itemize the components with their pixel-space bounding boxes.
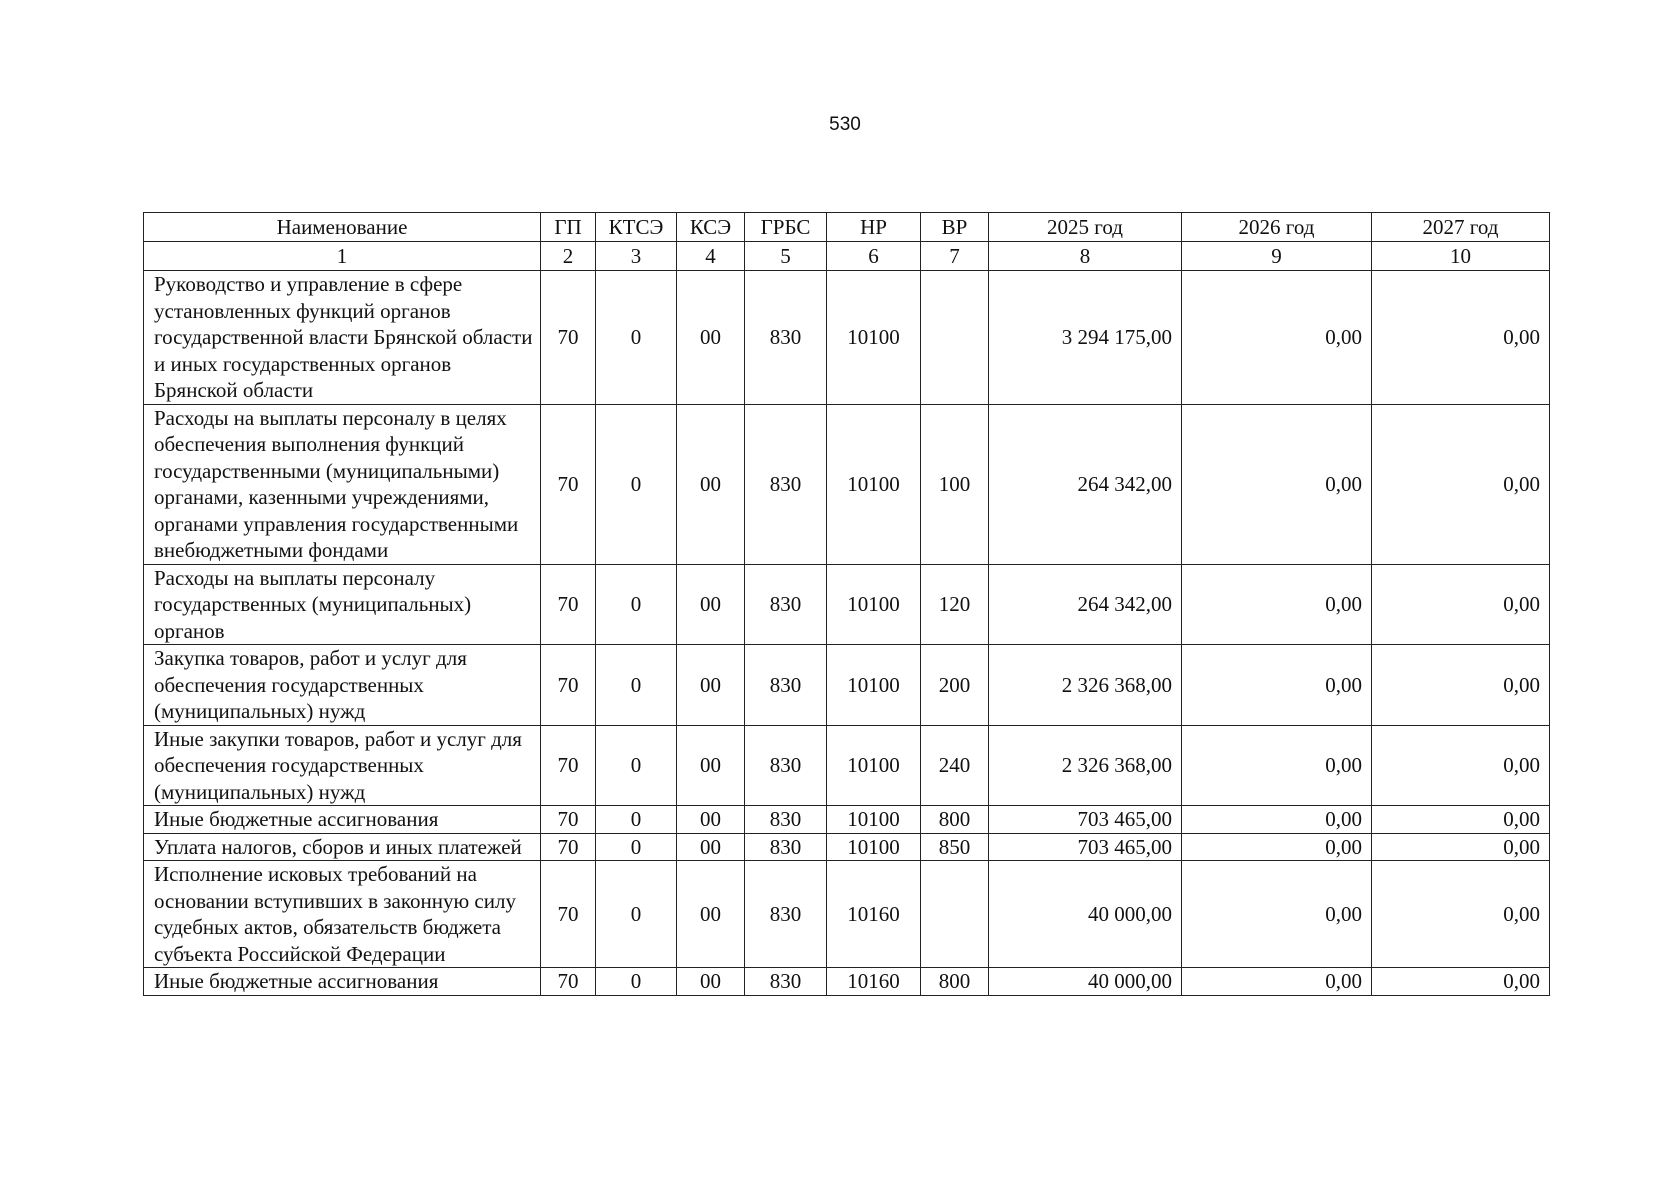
cell-gp: 70 [541, 833, 596, 861]
cell-name: Исполнение исковых требований на основании вступивших в законную силу судебных актов, обязательств бюджета субъекта Российской Федерации [144, 861, 541, 968]
cell-grbs: 830 [745, 271, 827, 405]
column-number: 2 [541, 242, 596, 271]
cell-vr: 800 [921, 968, 989, 996]
cell-ktse: 0 [596, 833, 677, 861]
cell-gp: 70 [541, 564, 596, 645]
column-number: 10 [1372, 242, 1550, 271]
cell-kse: 00 [677, 564, 745, 645]
cell-2025: 703 465,00 [989, 806, 1182, 834]
cell-2026: 0,00 [1182, 833, 1372, 861]
cell-grbs: 830 [745, 806, 827, 834]
cell-nr: 10100 [827, 806, 921, 834]
cell-2025: 264 342,00 [989, 564, 1182, 645]
cell-gp: 70 [541, 968, 596, 996]
cell-ktse: 0 [596, 725, 677, 806]
header-2026: 2026 год [1182, 213, 1372, 242]
cell-name: Уплата налогов, сборов и иных платежей [144, 833, 541, 861]
column-number: 7 [921, 242, 989, 271]
cell-kse: 00 [677, 861, 745, 968]
cell-2027: 0,00 [1372, 806, 1550, 834]
cell-name: Расходы на выплаты персоналу в целях обеспечения выполнения функций государственными (муниципальными) органами, казенными учреждениями, органами управления государственными внебюджетными фондами [144, 404, 541, 564]
column-number: 1 [144, 242, 541, 271]
cell-vr: 240 [921, 725, 989, 806]
cell-nr: 10160 [827, 861, 921, 968]
table-row [144, 404, 1550, 564]
cell-name: Иные бюджетные ассигнования [144, 806, 541, 834]
cell-nr: 10160 [827, 968, 921, 996]
cell-gp: 70 [541, 271, 596, 405]
cell-kse: 00 [677, 806, 745, 834]
table-row [144, 271, 1550, 405]
column-number: 9 [1182, 242, 1372, 271]
cell-2025: 703 465,00 [989, 833, 1182, 861]
column-number: 4 [677, 242, 745, 271]
cell-ktse: 0 [596, 271, 677, 405]
cell-kse: 00 [677, 725, 745, 806]
cell-ktse: 0 [596, 645, 677, 726]
table-row [144, 833, 1550, 861]
column-number-row [144, 242, 1550, 271]
cell-2025: 40 000,00 [989, 861, 1182, 968]
cell-2025: 264 342,00 [989, 404, 1182, 564]
cell-2027: 0,00 [1372, 404, 1550, 564]
cell-ktse: 0 [596, 404, 677, 564]
header-name: Наименование [144, 213, 541, 242]
cell-kse: 00 [677, 404, 745, 564]
header-nr: НР [827, 213, 921, 242]
column-number: 5 [745, 242, 827, 271]
cell-2026: 0,00 [1182, 564, 1372, 645]
cell-2026: 0,00 [1182, 861, 1372, 968]
cell-2025: 3 294 175,00 [989, 271, 1182, 405]
table-row [144, 861, 1550, 968]
cell-name: Иные закупки товаров, работ и услуг для обеспечения государственных (муниципальных) нужд [144, 725, 541, 806]
cell-2027: 0,00 [1372, 861, 1550, 968]
cell-kse: 00 [677, 968, 745, 996]
cell-2025: 2 326 368,00 [989, 645, 1182, 726]
cell-gp: 70 [541, 806, 596, 834]
cell-2027: 0,00 [1372, 968, 1550, 996]
cell-vr: 800 [921, 806, 989, 834]
cell-2027: 0,00 [1372, 725, 1550, 806]
cell-gp: 70 [541, 725, 596, 806]
cell-2027: 0,00 [1372, 271, 1550, 405]
cell-kse: 00 [677, 645, 745, 726]
cell-grbs: 830 [745, 861, 827, 968]
cell-2026: 0,00 [1182, 806, 1372, 834]
cell-nr: 10100 [827, 271, 921, 405]
cell-nr: 10100 [827, 645, 921, 726]
cell-nr: 10100 [827, 833, 921, 861]
cell-name: Закупка товаров, работ и услуг для обеспечения государственных (муниципальных) нужд [144, 645, 541, 726]
cell-gp: 70 [541, 861, 596, 968]
cell-vr: 120 [921, 564, 989, 645]
cell-2026: 0,00 [1182, 968, 1372, 996]
cell-grbs: 830 [745, 833, 827, 861]
cell-vr: 200 [921, 645, 989, 726]
cell-2026: 0,00 [1182, 404, 1372, 564]
cell-grbs: 830 [745, 404, 827, 564]
cell-gp: 70 [541, 645, 596, 726]
table-row [144, 645, 1550, 726]
cell-name: Иные бюджетные ассигнования [144, 968, 541, 996]
table-row [144, 564, 1550, 645]
cell-2025: 40 000,00 [989, 968, 1182, 996]
cell-2027: 0,00 [1372, 564, 1550, 645]
cell-grbs: 830 [745, 968, 827, 996]
cell-grbs: 830 [745, 725, 827, 806]
cell-2027: 0,00 [1372, 833, 1550, 861]
cell-2025: 2 326 368,00 [989, 725, 1182, 806]
table-row [144, 725, 1550, 806]
cell-2026: 0,00 [1182, 725, 1372, 806]
cell-nr: 10100 [827, 564, 921, 645]
column-number: 6 [827, 242, 921, 271]
cell-name: Руководство и управление в сфере установленных функций органов государственной власти Брянской области и иных государственных органов Брянской области [144, 271, 541, 405]
cell-ktse: 0 [596, 806, 677, 834]
cell-nr: 10100 [827, 725, 921, 806]
cell-grbs: 830 [745, 645, 827, 726]
cell-vr [921, 271, 989, 405]
table-row [144, 806, 1550, 834]
page-number: 530 [829, 114, 861, 135]
column-number: 3 [596, 242, 677, 271]
header-row [144, 213, 1550, 242]
cell-2026: 0,00 [1182, 645, 1372, 726]
cell-vr: 850 [921, 833, 989, 861]
cell-ktse: 0 [596, 564, 677, 645]
cell-ktse: 0 [596, 968, 677, 996]
budget-table [143, 212, 1550, 996]
table-row [144, 968, 1550, 996]
column-number: 8 [989, 242, 1182, 271]
header-gp: ГП [541, 213, 596, 242]
header-2027: 2027 год [1372, 213, 1550, 242]
cell-gp: 70 [541, 404, 596, 564]
cell-grbs: 830 [745, 564, 827, 645]
header-vr: ВР [921, 213, 989, 242]
cell-kse: 00 [677, 271, 745, 405]
cell-2027: 0,00 [1372, 645, 1550, 726]
cell-nr: 10100 [827, 404, 921, 564]
cell-vr: 100 [921, 404, 989, 564]
header-2025: 2025 год [989, 213, 1182, 242]
header-grbs: ГРБС [745, 213, 827, 242]
cell-kse: 00 [677, 833, 745, 861]
cell-ktse: 0 [596, 861, 677, 968]
header-ktse: КТСЭ [596, 213, 677, 242]
cell-vr [921, 861, 989, 968]
cell-name: Расходы на выплаты персоналу государственных (муниципальных) органов [144, 564, 541, 645]
cell-2026: 0,00 [1182, 271, 1372, 405]
header-kse: КСЭ [677, 213, 745, 242]
